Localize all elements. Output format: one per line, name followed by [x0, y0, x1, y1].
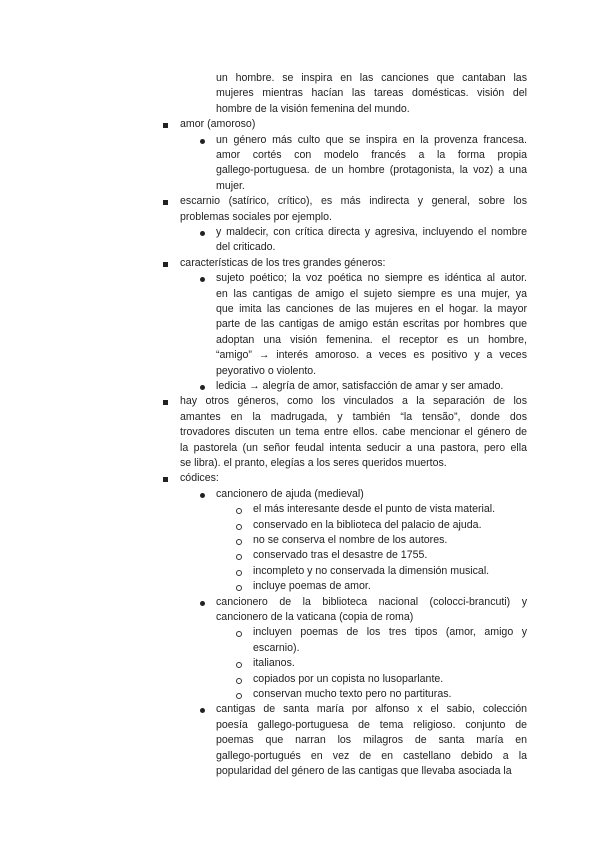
text-line: incluyen poemas de los tres tipos (amor, amigo y [253, 626, 527, 639]
text-line: el más interesante desde el punto de vista material. [253, 503, 496, 516]
text-line: poemas que narran los milagros de santa maría en [216, 734, 527, 747]
text-line: un hombre. se inspira en las canciones que cantaban las [216, 72, 527, 84]
text-line: sujeto poético; la voz poética no siempre es idéntica al autor. [216, 272, 527, 285]
circle-bullet-icon [236, 570, 242, 576]
text-line: códices: [180, 472, 219, 485]
square-bullet-icon [163, 200, 168, 205]
dot-bullet-icon [200, 231, 205, 236]
text-line: copiados por un copista no lusoparlante. [253, 672, 444, 685]
text-line: no se conserva el nombre de los autores. [253, 534, 448, 546]
circle-bullet-icon [236, 508, 242, 514]
text-line: parte de las cantigas de amigo están escritas por hombres que [216, 318, 527, 331]
text-line: escarnio (satírico, crítico), es más indirecta y general, sobre los [180, 195, 527, 208]
text-line: conservan mucho texto pero no partituras. [253, 688, 452, 700]
text-line: ledicia → alegría de amor, satisfacción de amar y ser amado. [216, 380, 504, 392]
text-line: peyorativo o violento. [216, 364, 317, 377]
text-line: se libra). el pranto, elegías a los seres queridos muertos. [180, 457, 447, 469]
text-line: amantes en la madrugada, y también “la tensão”, donde dos [180, 410, 527, 423]
text-line: del criticado. [216, 241, 276, 254]
text-line: poesía gallego-portuguesa de tema religioso. conjunto de [216, 718, 527, 731]
text-line: escarnio). [253, 641, 300, 654]
text-line: amor (amoroso) [180, 118, 256, 131]
circle-bullet-icon [236, 631, 242, 637]
dot-bullet-icon [200, 277, 205, 282]
text-line: mujer. [216, 179, 245, 192]
circle-bullet-icon [236, 524, 242, 530]
dot-bullet-icon [200, 493, 205, 498]
square-bullet-icon [163, 262, 168, 267]
text-line: italianos. [253, 657, 295, 670]
square-bullet-icon [163, 123, 168, 128]
dot-bullet-icon [200, 601, 205, 606]
text-line: cancionero de la biblioteca nacional (colocci-brancuti) y [216, 595, 527, 608]
text-line: incompleto y no conservada la dimensión musical. [253, 564, 490, 577]
text-line: características de los tres grandes géneros: [180, 256, 386, 269]
text-line: hombre de la visión femenina del mundo. [216, 102, 410, 115]
text-line: en las cantigas de amigo el sujeto siempre es una mujer, ya [216, 287, 527, 300]
text-line: y maldecir, con crítica directa y agresiva, incluyendo el nombre [216, 226, 527, 238]
text-line: gallego-portuguesa. de un hombre (protagonista, la voz) a una [216, 164, 527, 177]
square-bullet-icon [163, 400, 168, 405]
text-line: amor cortés con modelo francés a la forma propia [216, 149, 527, 161]
text-line: mujeres mientras hacían las tareas domésticas. visión del [216, 87, 527, 100]
circle-bullet-icon [236, 662, 242, 668]
circle-bullet-icon [236, 554, 242, 560]
text-line: cancionero de ajuda (medieval) [216, 487, 364, 500]
text-line: incluye poemas de amor. [253, 580, 371, 593]
dot-bullet-icon [200, 708, 205, 713]
text-line: cantigas de santa maría por alfonso x el sabio, colección [216, 703, 527, 716]
text-line: hay otros géneros, como los vinculados a la separación de los [180, 395, 527, 408]
text-line: “amigo” → interés amoroso. a veces es positivo y a veces [216, 349, 527, 362]
text-line: gallego-portugués en vez de en castellano debido a la [216, 749, 527, 762]
square-bullet-icon [163, 477, 168, 482]
circle-bullet-icon [236, 678, 242, 684]
text-line: adoptan una visión femenina. el receptor es un hombre, [216, 333, 527, 346]
text-line: conservado tras el desastre de 1755. [253, 549, 428, 562]
circle-bullet-icon [236, 693, 242, 699]
text-line: popularidad del género de las cantigas que llevaba asociada la [216, 765, 512, 777]
text-line: que imita las canciones de las mujeres en el hogar. la mayor [216, 303, 527, 315]
text-line: conservado en la biblioteca del palacio de ajuda. [253, 518, 482, 531]
text-line: la pastorela (un señor feudal intenta seducir a una pastora, pero ella [180, 441, 527, 454]
text-line: cancionero de la vaticana (copia de roma) [216, 611, 414, 623]
text-line: trovadores discuten un tema entre ellos. cabe mencionar el género de [180, 426, 527, 439]
circle-bullet-icon [236, 585, 242, 591]
text-line: problemas sociales por ejemplo. [180, 210, 332, 223]
circle-bullet-icon [236, 539, 242, 545]
dot-bullet-icon [200, 139, 205, 144]
text-line: un género más culto que se inspira en la provenza francesa. [216, 133, 527, 146]
dot-bullet-icon [200, 385, 205, 390]
